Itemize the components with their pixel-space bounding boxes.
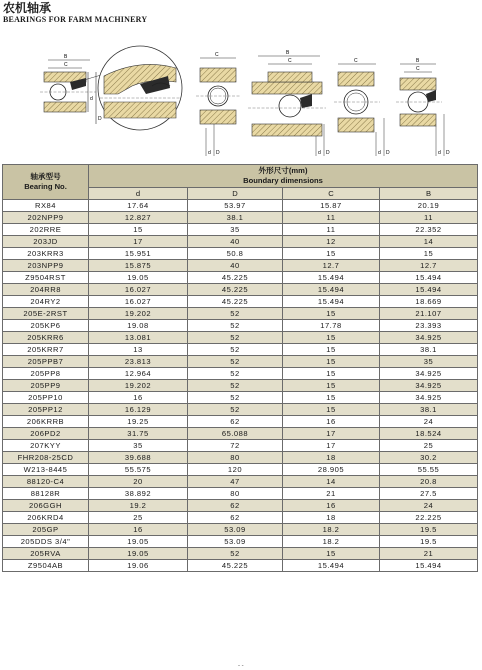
table-row [3,200,478,212]
cell-bearing-number: 205PPB7 [3,356,89,368]
cell-dimension: 15 [283,248,380,260]
cell-dimension: 53.09 [188,524,283,536]
cell-dimension: 15.875 [89,260,188,272]
cell-dimension: 12.827 [89,212,188,224]
cell-dimension: 23.393 [380,320,478,332]
cell-dimension: 38.1 [380,404,478,416]
cell-dimension: 21 [380,548,478,560]
table-row [3,236,478,248]
cell-dimension: 40 [188,236,283,248]
table-row [3,212,478,224]
cell-bearing-number: 207KYY [3,440,89,452]
cell-dimension: 30.2 [380,452,478,464]
cell-bearing-number: 205GP [3,524,89,536]
header-boundary-dimensions: 外形尺寸(mm) Boundary dimensions [89,165,478,188]
svg-text:d: d [90,96,93,102]
svg-text:D: D [446,150,450,156]
bearing-dimensions-table [2,164,478,572]
table-row [3,524,478,536]
cell-dimension: 62 [188,500,283,512]
cell-dimension: 120 [188,464,283,476]
cell-dimension: 52 [188,380,283,392]
cell-bearing-number: 205DDS 3/4" [3,536,89,548]
header-col-d-inner: d [89,188,188,200]
cell-dimension: 18 [283,452,380,464]
cell-dimension: 38.892 [89,488,188,500]
svg-text:d: d [438,150,441,156]
table-row [3,320,478,332]
cell-dimension: 18.2 [283,536,380,548]
cell-dimension: 19.06 [89,560,188,572]
table-row [3,308,478,320]
table-row [3,260,478,272]
cell-dimension: 28.905 [283,464,380,476]
cell-dimension: 31.75 [89,428,188,440]
cell-bearing-number: 202NPP9 [3,212,89,224]
cell-dimension: 16 [89,392,188,404]
cell-dimension: 34.925 [380,368,478,380]
table-row [3,296,478,308]
table-row [3,464,478,476]
cell-dimension: 47 [188,476,283,488]
cell-dimension: 18.2 [283,524,380,536]
cell-dimension: 53.09 [188,536,283,548]
cell-dimension: 12.7 [380,260,478,272]
cell-dimension: 52 [188,344,283,356]
cell-dimension: 62 [188,512,283,524]
cell-dimension: 15 [283,548,380,560]
svg-text:d: d [378,150,381,156]
cell-dimension: 40 [188,260,283,272]
cell-dimension: 19.25 [89,416,188,428]
cell-dimension: 19.5 [380,536,478,548]
cell-dimension: 12 [283,236,380,248]
cell-dimension: 15 [283,332,380,344]
cell-bearing-number: 88128R [3,488,89,500]
cell-dimension: 19.202 [89,308,188,320]
cell-dimension: 19.2 [89,500,188,512]
cell-dimension: 15.951 [89,248,188,260]
cell-bearing-number: 205RVA [3,548,89,560]
svg-text:d: d [318,150,321,156]
table-row [3,548,478,560]
cell-bearing-number: 205PP10 [3,392,89,404]
cell-dimension: 23.813 [89,356,188,368]
table-row [3,404,478,416]
cell-bearing-number: 203KRR3 [3,248,89,260]
cell-dimension: 22.352 [380,224,478,236]
cell-bearing-number: 205PP9 [3,380,89,392]
cell-dimension: 55.55 [380,464,478,476]
cell-dimension: 12.7 [283,260,380,272]
table-row [3,368,478,380]
cell-dimension: 45.225 [188,296,283,308]
cell-dimension: 35 [89,440,188,452]
cell-dimension: 20.8 [380,476,478,488]
cell-dimension: 34.925 [380,380,478,392]
cell-dimension: 45.225 [188,560,283,572]
cell-dimension: 19.05 [89,548,188,560]
page-title-english: BEARINGS FOR FARM MACHINERY [3,15,148,24]
svg-text:D: D [98,116,102,122]
cell-dimension: 15 [283,344,380,356]
table-row [3,476,478,488]
cell-dimension: 15.87 [283,200,380,212]
cell-dimension: 25 [89,512,188,524]
cell-dimension: 52 [188,368,283,380]
cell-dimension: 15 [283,308,380,320]
table-body [3,200,478,572]
table-row [3,452,478,464]
cell-dimension: 15.494 [380,560,478,572]
cell-dimension: 16.027 [89,284,188,296]
cell-bearing-number: 203NPP9 [3,260,89,272]
cell-bearing-number: 88120-C4 [3,476,89,488]
cell-bearing-number: 205PP12 [3,404,89,416]
table-row [3,248,478,260]
svg-text:B: B [416,58,420,64]
bearing-diagram-1 [40,46,182,130]
cell-dimension: 24 [380,416,478,428]
cell-dimension: 12.964 [89,368,188,380]
cell-dimension: 17 [283,440,380,452]
cell-dimension: 16.129 [89,404,188,416]
cell-dimension: 17 [89,236,188,248]
cell-dimension: 52 [188,320,283,332]
bearing-diagram-4 [334,58,390,156]
table-row [3,392,478,404]
cell-dimension: 15 [283,380,380,392]
cell-dimension: 15 [380,248,478,260]
cell-dimension: 15.494 [283,284,380,296]
cell-bearing-number: 204RY2 [3,296,89,308]
cell-dimension: 52 [188,392,283,404]
cell-bearing-number: 205E-2RST [3,308,89,320]
cell-bearing-number: RX84 [3,200,89,212]
cell-bearing-number: 206KRD4 [3,512,89,524]
cell-dimension: 16 [283,416,380,428]
bearing-diagrams [0,28,482,156]
page-header [3,2,147,25]
cell-dimension: 18.669 [380,296,478,308]
svg-text:C: C [215,52,219,58]
cell-dimension: 15 [89,224,188,236]
cell-dimension: 35 [380,356,478,368]
svg-text:C: C [416,66,420,72]
table-row [3,488,478,500]
svg-text:d: d [208,150,211,156]
cell-dimension: 38.1 [380,344,478,356]
cell-dimension: 11 [283,224,380,236]
cell-dimension: 52 [188,404,283,416]
table-row [3,356,478,368]
cell-dimension: 15.494 [380,284,478,296]
cell-dimension: 15.494 [283,296,380,308]
table-row [3,440,478,452]
cell-dimension: 52 [188,308,283,320]
cell-bearing-number: 206GGH [3,500,89,512]
svg-text:C: C [354,58,358,64]
svg-text:D: D [386,150,390,156]
cell-dimension: 19.08 [89,320,188,332]
cell-dimension: 19.05 [89,272,188,284]
cell-dimension: 55.575 [89,464,188,476]
header-bearing-number: 轴承型号 Bearing No. [3,165,89,200]
cell-dimension: 15.494 [283,560,380,572]
cell-dimension: 13.081 [89,332,188,344]
dim-label-c: C [64,62,68,68]
table-row [3,380,478,392]
cell-dimension: 19.05 [89,536,188,548]
cell-dimension: 16 [89,524,188,536]
cell-dimension: 72 [188,440,283,452]
table-row [3,284,478,296]
table-row [3,332,478,344]
header-col-d-outer: D [188,188,283,200]
cell-dimension: 19.202 [89,380,188,392]
cell-dimension: 25 [380,440,478,452]
cell-dimension: 62 [188,416,283,428]
cell-dimension: 17.64 [89,200,188,212]
cell-dimension: 45.225 [188,272,283,284]
svg-text:D: D [216,150,220,156]
cell-dimension: 52 [188,548,283,560]
cell-bearing-number: 202RRE [3,224,89,236]
cell-dimension: 15 [283,404,380,416]
cell-dimension: 45.225 [188,284,283,296]
cell-bearing-number: 204RR8 [3,284,89,296]
cell-dimension: 18 [283,512,380,524]
cell-dimension: 24 [380,500,478,512]
table-row [3,416,478,428]
cell-dimension: 38.1 [188,212,283,224]
cell-dimension: 65.088 [188,428,283,440]
cell-dimension: 13 [89,344,188,356]
cell-dimension: 19.5 [380,524,478,536]
table-row [3,560,478,572]
cell-bearing-number: 205KP6 [3,320,89,332]
cell-dimension: 52 [188,332,283,344]
cell-dimension: 20.19 [380,200,478,212]
table-row [3,344,478,356]
cell-dimension: 15 [283,392,380,404]
cell-bearing-number: FHR208-25CD [3,452,89,464]
header-col-b: B [380,188,478,200]
cell-bearing-number: 203JD [3,236,89,248]
cell-bearing-number: W213-8445 [3,464,89,476]
cell-dimension: 15.494 [283,272,380,284]
cell-bearing-number: 206PD2 [3,428,89,440]
cell-dimension: 20 [89,476,188,488]
table-row [3,500,478,512]
table-row [3,512,478,524]
svg-text:D: D [326,150,330,156]
cell-dimension: 34.925 [380,392,478,404]
cell-dimension: 80 [188,452,283,464]
cell-dimension: 21.107 [380,308,478,320]
cell-dimension: 15.494 [380,272,478,284]
cell-dimension: 53.97 [188,200,283,212]
cell-dimension: 17 [283,428,380,440]
cell-dimension: 21 [283,488,380,500]
cell-bearing-number: Z9504AB [3,560,89,572]
cell-dimension: 14 [380,236,478,248]
cell-dimension: 34.925 [380,332,478,344]
page-title-chinese: 农机轴承 [3,1,52,15]
table-row [3,536,478,548]
cell-dimension: 80 [188,488,283,500]
bearing-diagram-5 [396,58,450,156]
header-col-c: C [283,188,380,200]
bearing-diagram-3 [248,50,330,156]
table-row [3,272,478,284]
svg-text:C: C [288,58,292,64]
cell-bearing-number: 205KRR7 [3,344,89,356]
table-row [3,428,478,440]
cell-dimension: 39.688 [89,452,188,464]
dim-label-b: B [64,54,68,60]
page-number-mark: - - [238,663,244,669]
cell-dimension: 22.225 [380,512,478,524]
cell-dimension: 15 [283,356,380,368]
svg-text:B: B [286,50,290,56]
cell-dimension: 11 [283,212,380,224]
cell-bearing-number: 205PP8 [3,368,89,380]
table-row [3,224,478,236]
cell-dimension: 27.5 [380,488,478,500]
cell-dimension: 16 [283,500,380,512]
cell-bearing-number: 205KRR6 [3,332,89,344]
cell-bearing-number: Z9504RST [3,272,89,284]
cell-dimension: 52 [188,356,283,368]
cell-dimension: 11 [380,212,478,224]
cell-dimension: 17.78 [283,320,380,332]
cell-dimension: 16.027 [89,296,188,308]
bearing-diagram-2 [196,52,240,156]
cell-dimension: 50.8 [188,248,283,260]
cell-bearing-number: 206KRRB [3,416,89,428]
cell-dimension: 14 [283,476,380,488]
cell-dimension: 35 [188,224,283,236]
cell-dimension: 18.524 [380,428,478,440]
cell-dimension: 15 [283,368,380,380]
